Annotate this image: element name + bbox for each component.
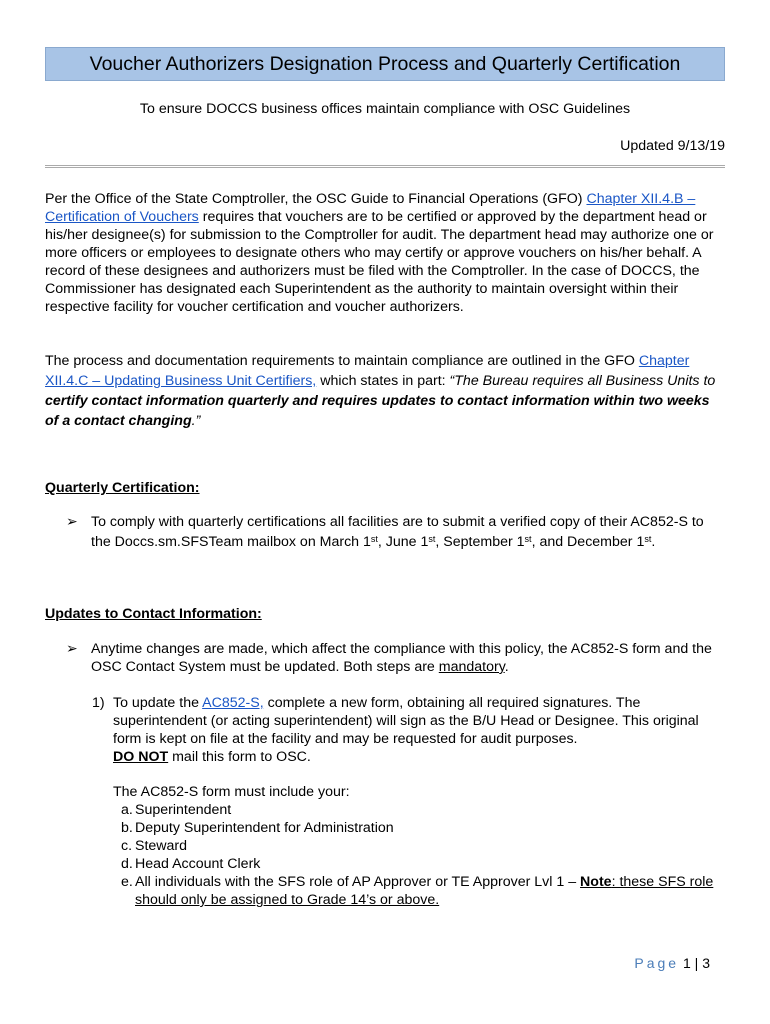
- quarterly-certification-bullet: [66, 512, 721, 552]
- list-item: [113, 873, 723, 909]
- page-number: 1: [682, 955, 691, 971]
- list-item: [113, 837, 723, 855]
- list-item: [113, 819, 723, 837]
- bullet-text: [91, 640, 721, 676]
- list-item-text: All individuals with the SFS role of AP Approver or TE Approver Lvl 1 –: [135, 874, 581, 890]
- list-item-text: Superintendent: [135, 802, 232, 818]
- superscript: st: [370, 534, 378, 544]
- note-text: : these SFS role should only be assigned to Grade 14’s or above.: [135, 874, 714, 908]
- mandatory-text: mandatory: [438, 659, 505, 675]
- do-not-text: DO NOT: [113, 749, 169, 765]
- list-intro: The AC852-S form must include your:: [113, 784, 350, 800]
- do-not-rest: mail this form to OSC.: [168, 749, 311, 765]
- note-label: Note: [580, 874, 612, 890]
- step-text: [113, 694, 722, 766]
- list-item-text: Head Account Clerk: [135, 856, 261, 872]
- page-separator: |: [694, 955, 699, 971]
- page-word: Page: [634, 955, 680, 971]
- ac852-s-form-link[interactable]: AC852-S,: [202, 695, 264, 711]
- process-text-mid: which states in part:: [316, 373, 450, 389]
- list-marker: d.: [121, 856, 133, 872]
- quote-bold: certify contact information quarterly and requires updates to contact information within two weeks of a contact changing: [45, 393, 710, 429]
- updates-contact-heading: Updates to Contact Information:: [45, 606, 262, 622]
- list-marker: b.: [121, 820, 133, 836]
- list-item: [113, 801, 723, 819]
- list-item-text: Deputy Superintendent for Administration: [135, 820, 394, 836]
- gfo-chapter-xii-4b-link[interactable]: Chapter XII.4.B – Certification of Vouchers: [45, 191, 696, 225]
- bullet-text-part: , June 1: [377, 534, 429, 550]
- list-marker: c.: [121, 838, 133, 854]
- intro-paragraph: [45, 190, 725, 316]
- page-total: 3: [702, 955, 710, 971]
- bullet-text: [91, 512, 721, 552]
- arrow-bullet-icon: ➢: [66, 514, 78, 530]
- superscript: st: [644, 534, 652, 544]
- process-paragraph: [45, 351, 725, 431]
- gfo-chapter-xii-4c-link[interactable]: Chapter XII.4.C – Updating Business Unit Certifiers,: [45, 353, 690, 389]
- quote-close: .”: [191, 413, 201, 429]
- divider: [45, 165, 725, 168]
- superscript: st: [524, 534, 532, 544]
- superscript: st: [428, 534, 436, 544]
- updates-contact-bullet: [66, 640, 721, 676]
- bullet-text-post: .: [504, 659, 509, 675]
- step-text-post: complete a new form, obtaining all required signatures. The superintendent (or acting superintendent) will sign as the B/U Head or Designee. This original form is kept on file at the facility and may be requested for audit purposes.: [113, 695, 699, 747]
- list-marker: a.: [121, 802, 133, 818]
- bullet-text-part: To comply with quarterly certifications all facilities are to submit a verified copy of their AC852-S to the Doccs.sm.SFSTeam mailbox on March 1: [91, 514, 704, 550]
- step-text-pre: To update the: [113, 695, 203, 711]
- list-marker: e.: [121, 874, 133, 890]
- intro-text-post: requires that vouchers are to be certified or approved by the department head or his/her designee(s) for submission to the Comptroller for audit. The department head may authorize one or more officers or employees to designate others who may certify or approve vouchers on his/her behalf. A record of these designees and authorizers must be filed with the Comptroller. In the case of DOCCS, the Commissioner has designated each Superintendent as the authority to maintain oversight within their respective facility for voucher certification and voucher authorizers.: [45, 209, 714, 315]
- step-number: 1): [92, 695, 105, 711]
- bullet-text-pre: Anytime changes are made, which affect the compliance with this policy, the AC852-S form and the OSC Contact System must be updated. Both steps are: [91, 641, 712, 675]
- quote-open: “The Bureau requires all Business Units to: [449, 373, 716, 389]
- document-title: Voucher Authorizers Designation Process and Quarterly Certification: [45, 47, 725, 81]
- required-contacts-list: [113, 783, 723, 909]
- bullet-text-part: , and December 1: [531, 534, 645, 550]
- step-1: [92, 694, 722, 766]
- process-text-pre: The process and documentation requirements to maintain compliance are outlined in the GFO: [45, 353, 639, 369]
- page-footer: [634, 955, 710, 971]
- list-item-text: Steward: [135, 838, 188, 854]
- bullet-text-part: , September 1: [435, 534, 525, 550]
- bullet-text-part: .: [651, 534, 656, 550]
- list-item: [113, 855, 723, 873]
- updated-date: Updated 9/13/19: [620, 138, 725, 154]
- intro-text-pre: Per the Office of the State Comptroller, the OSC Guide to Financial Operations (GFO): [45, 191, 587, 207]
- arrow-bullet-icon: ➢: [66, 641, 78, 657]
- document-subtitle: To ensure DOCCS business offices maintain compliance with OSC Guidelines: [139, 101, 631, 117]
- quarterly-certification-heading: Quarterly Certification:: [45, 480, 200, 496]
